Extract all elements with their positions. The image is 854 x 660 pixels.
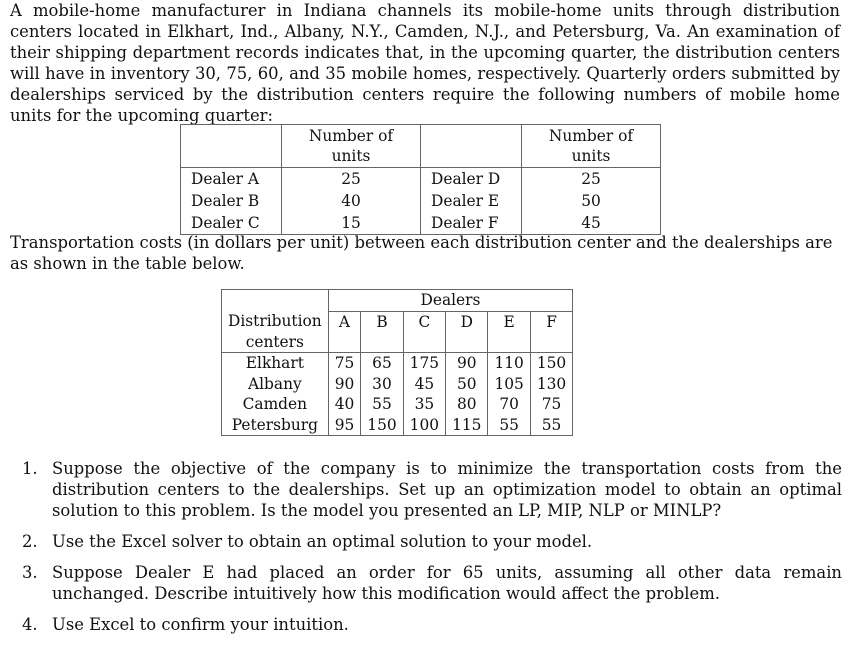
transport-intro-paragraph: Transportation costs (in dollars per unit) between each distribution center and the dealerships are as shown in the table below. bbox=[10, 233, 833, 273]
cost-cell: 150 bbox=[530, 353, 572, 374]
cost-cell: 90 bbox=[328, 374, 361, 395]
cost-cell: 110 bbox=[488, 353, 530, 374]
dealer-units: 25 bbox=[522, 168, 661, 191]
orders-table-header-row bbox=[181, 125, 661, 168]
center-name: Elkhart bbox=[222, 353, 329, 374]
cost-cell: 35 bbox=[403, 394, 445, 415]
cost-cell: 30 bbox=[361, 374, 403, 395]
dealer-name: Dealer E bbox=[421, 190, 522, 212]
dealer-units: 25 bbox=[282, 168, 421, 191]
question-text: Use the Excel solver to obtain an optimal solution to your model. bbox=[52, 532, 593, 551]
orders-header-units-right: Number of units bbox=[522, 125, 661, 168]
center-name: Camden bbox=[222, 394, 329, 415]
cost-cell: 90 bbox=[446, 353, 488, 374]
cost-table-letters-row bbox=[222, 311, 573, 332]
cost-table-row bbox=[222, 374, 573, 395]
question-number: 4. bbox=[22, 615, 38, 634]
column-header: B bbox=[361, 311, 403, 353]
column-header: F bbox=[530, 311, 572, 353]
dealer-units: 45 bbox=[522, 212, 661, 235]
orders-header-blank-right bbox=[421, 125, 522, 168]
cost-cell: 75 bbox=[328, 353, 361, 374]
cost-cell: 45 bbox=[403, 374, 445, 395]
cost-cell: 55 bbox=[361, 394, 403, 415]
dealer-name: Dealer A bbox=[181, 168, 282, 191]
question-list bbox=[22, 458, 842, 645]
cost-cell: 70 bbox=[488, 394, 530, 415]
cost-cell: 115 bbox=[446, 415, 488, 436]
orders-header-blank-left bbox=[181, 125, 282, 168]
center-name: Albany bbox=[222, 374, 329, 395]
question-number: 2. bbox=[22, 532, 38, 551]
cost-cell: 130 bbox=[530, 374, 572, 395]
cost-cell: 50 bbox=[446, 374, 488, 395]
column-header: E bbox=[488, 311, 530, 353]
orders-header-units-left: Number of units bbox=[282, 125, 421, 168]
cost-table-row bbox=[222, 415, 573, 436]
orders-table-row bbox=[181, 190, 661, 212]
cost-cell: 100 bbox=[403, 415, 445, 436]
cost-cell: 55 bbox=[488, 415, 530, 436]
cost-table-corner bbox=[222, 290, 329, 312]
column-header: A bbox=[328, 311, 361, 353]
dealer-name: Dealer B bbox=[181, 190, 282, 212]
cost-cell: 75 bbox=[530, 394, 572, 415]
question-text: Suppose Dealer E had placed an order for 65 units, assuming all other data remain unchanged. Describe intuitively how this modification would affect the problem. bbox=[52, 563, 842, 603]
row-header-line1: Distribution bbox=[222, 311, 329, 332]
cost-table-row bbox=[222, 394, 573, 415]
cost-cell: 65 bbox=[361, 353, 403, 374]
orders-table bbox=[180, 124, 661, 235]
cost-cell: 105 bbox=[488, 374, 530, 395]
cost-cell: 80 bbox=[446, 394, 488, 415]
dealers-header: Dealers bbox=[328, 290, 573, 312]
cost-cell: 150 bbox=[361, 415, 403, 436]
question-number: 1. bbox=[22, 459, 38, 478]
intro-paragraph: A mobile-home manufacturer in Indiana channels its mobile-home units through distribution centers located in Elkhart, Ind., Albany, N.Y., Camden, N.J., and Petersburg, Va. An examination of their shipping department records indicates that, in the upcoming quarter, the distribution centers will have in inventory 30, 75, 60, and 35 mobile homes, respectively. Quarterly orders submitted by dealerships serviced by the distribution centers require the following numbers of mobile home units for the upcoming quarter: bbox=[10, 1, 840, 125]
dealer-name: Dealer C bbox=[181, 212, 282, 235]
dealer-name: Dealer D bbox=[421, 168, 522, 191]
question-text: Suppose the objective of the company is to minimize the transportation costs from the distribution centers to the dealerships. Set up an optimization model to obtain an optimal solution to this problem. Is the model you presented an LP, MIP, NLP or MINLP? bbox=[52, 459, 842, 520]
dealer-units: 40 bbox=[282, 190, 421, 212]
question-item bbox=[22, 531, 842, 552]
question-item bbox=[22, 458, 842, 521]
question-item bbox=[22, 614, 842, 635]
dealer-name: Dealer F bbox=[421, 212, 522, 235]
cost-cell: 95 bbox=[328, 415, 361, 436]
dealer-units: 50 bbox=[522, 190, 661, 212]
cost-table-dealers-row bbox=[222, 290, 573, 312]
question-item bbox=[22, 562, 842, 604]
row-header-line2: centers bbox=[222, 332, 329, 353]
question-number: 3. bbox=[22, 563, 38, 582]
cost-table bbox=[221, 289, 573, 436]
center-name: Petersburg bbox=[222, 415, 329, 436]
cost-cell: 40 bbox=[328, 394, 361, 415]
cost-cell: 175 bbox=[403, 353, 445, 374]
column-header: C bbox=[403, 311, 445, 353]
cost-table-row bbox=[222, 353, 573, 374]
cost-cell: 55 bbox=[530, 415, 572, 436]
question-text: Use Excel to confirm your intuition. bbox=[52, 615, 349, 634]
dealer-units: 15 bbox=[282, 212, 421, 235]
orders-table-row bbox=[181, 168, 661, 191]
column-header: D bbox=[446, 311, 488, 353]
